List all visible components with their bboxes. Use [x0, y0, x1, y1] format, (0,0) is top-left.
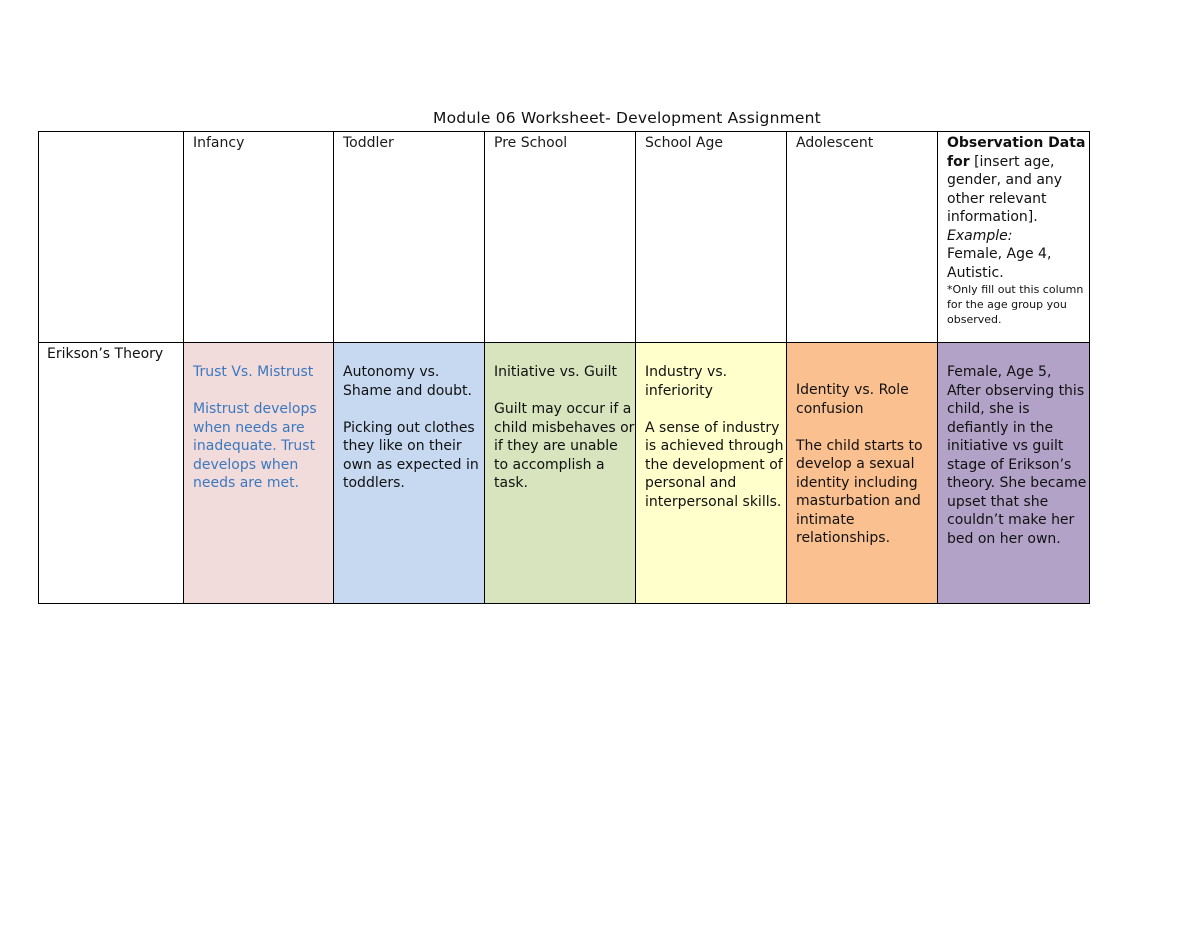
worksheet-title: Module 06 Worksheet- Development Assignment [433, 109, 821, 127]
erikson-row [39, 343, 1090, 604]
header-row [39, 132, 1090, 343]
example-text: Female, Age 4, Autistic. [947, 246, 1052, 281]
header-observation-data [938, 132, 1090, 343]
stage-description: Picking out clothes they like on their own as expected in toddlers. [343, 419, 479, 491]
example-label: Example: [947, 227, 1013, 244]
school-age-stage-cell [636, 343, 787, 604]
pre-school-stage-cell [485, 343, 636, 604]
stage-title: Trust Vs. Mistrust [193, 364, 314, 380]
observation-instructions: [insert age, gender, and any other relevant information]. [947, 153, 1063, 225]
infancy-stage-cell [184, 343, 334, 604]
toddler-stage-cell [334, 343, 485, 604]
stage-description: The child starts to develop a sexual identity including masturbation and intimate relationships. [796, 437, 923, 546]
header-school-age: School Age [636, 132, 787, 343]
stage-title: Initiative vs. Guilt [494, 364, 618, 380]
stage-title: Industry vs. inferiority [645, 364, 728, 399]
observation-label: Observation Data for [947, 135, 1086, 170]
header-adolescent: Adolescent [787, 132, 938, 343]
header-infancy: Infancy [184, 132, 334, 343]
header-corner-cell [39, 132, 184, 343]
header-pre-school: Pre School [485, 132, 636, 343]
adolescent-stage-cell [787, 343, 938, 604]
stage-title: Identity vs. Role confusion [796, 382, 909, 417]
stage-description: A sense of industry is achieved through the development of personal and interpersonal skills. [645, 419, 784, 510]
stage-title: Autonomy vs. Shame and doubt. [343, 364, 472, 399]
observation-cell [938, 343, 1090, 604]
observation-note: *Only fill out this column for the age group you observed. [947, 283, 1084, 326]
header-toddler: Toddler [334, 132, 485, 343]
stage-description: Mistrust develops when needs are inadequate. Trust develops when needs are met. [193, 401, 317, 491]
erikson-theory-label: Erikson’s Theory [39, 343, 184, 604]
observation-text: Female, Age 5, After observing this child, she is defiantly in the initiative vs guilt stage of Erikson’s theory. She became upset that she couldn’t make her bed on her own. [947, 364, 1087, 547]
stage-description: Guilt may occur if a child misbehaves or if they are unable to accomplish a task. [494, 401, 635, 491]
development-table [38, 131, 1090, 604]
